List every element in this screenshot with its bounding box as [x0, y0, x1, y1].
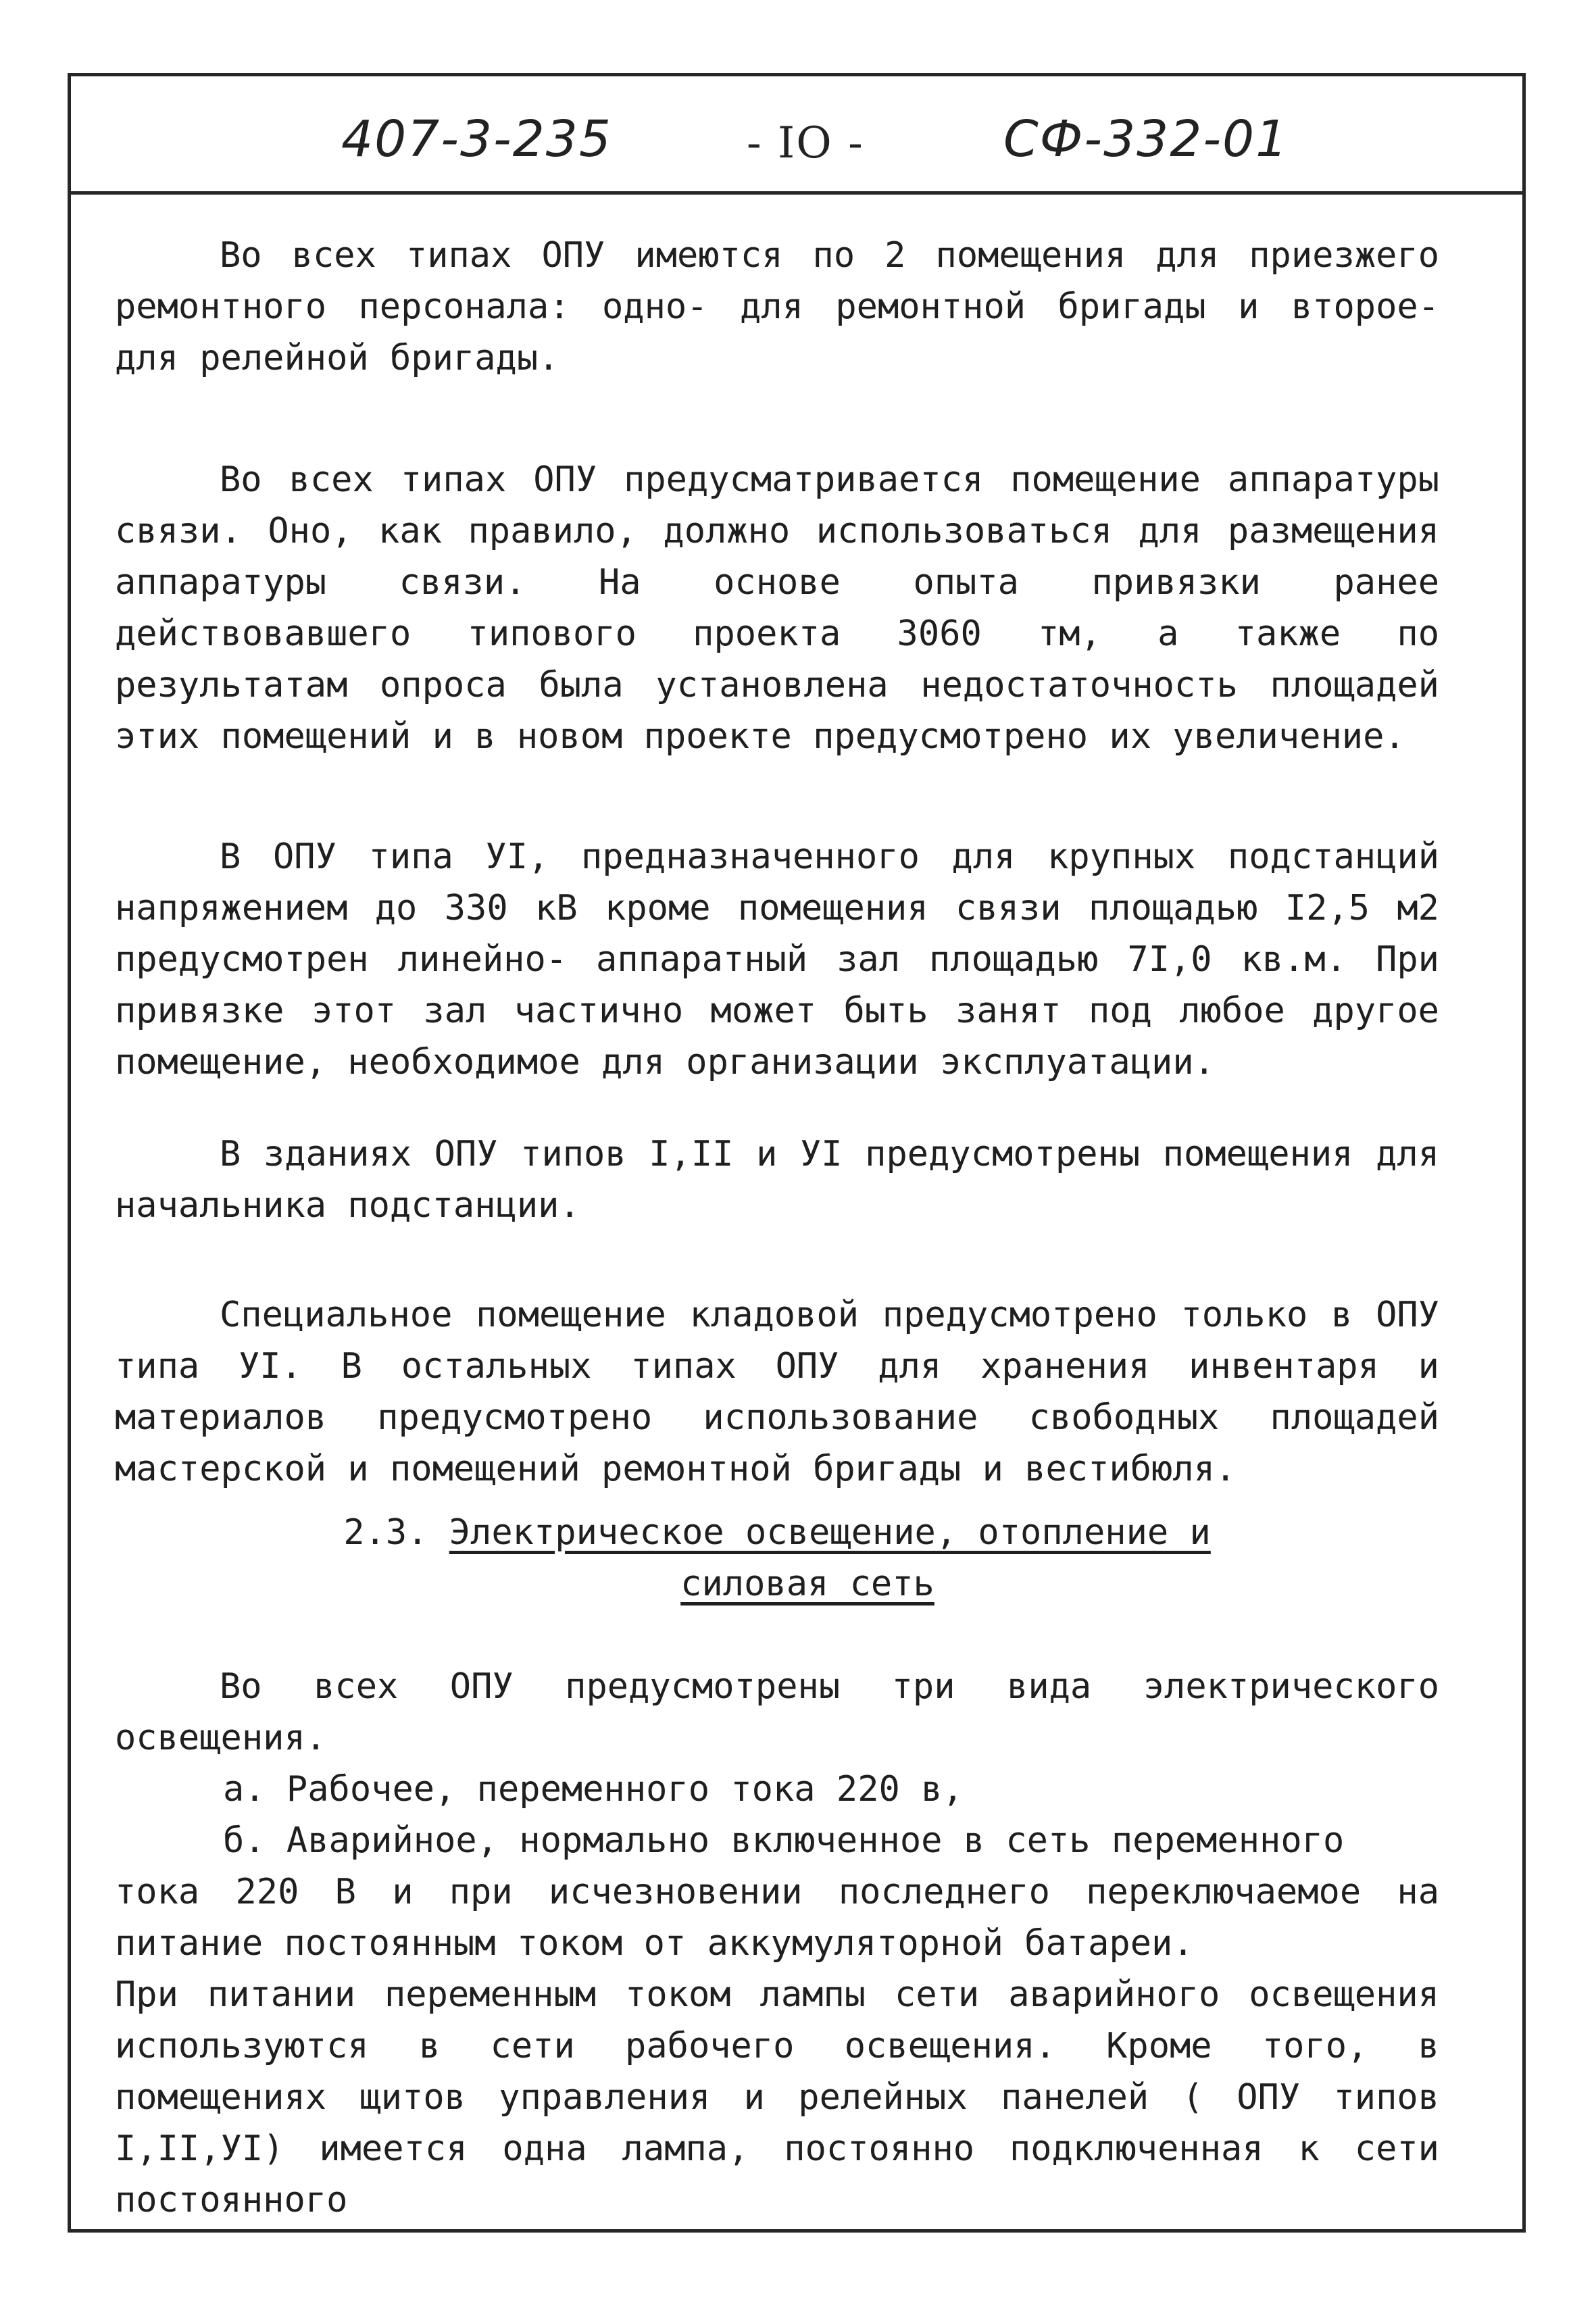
list-item-b-continuation: тока 220 В и при исчезновении последнего переключаемое на питание постоянным током от аккумуляторной батареи. — [115, 1872, 1439, 1964]
paragraph-type-vi: В ОПУ типа УI, предназначенного для крупных подстанций напряжением до 330 кВ кроме помещения связи площадью I2,5 м2 предусмотрен линейно- аппаратный зал площадью 7I,0 кв.м. При привязке этот зал частично может быть занят под любое другое помещение, необходимое для организации эксплуатации. — [115, 837, 1439, 1082]
section-heading-line2 — [115, 1558, 1439, 1610]
paragraph-emergency-lighting: При питании переменным током лампы сети аварийного освещения используются в сети рабочего освещения. Кроме того, в помещениях щитов управления и релейных панелей ( ОПУ типов I,II,УI) имеется одна лампа, постоянно подключенная к сети постоянного — [115, 1974, 1439, 2220]
title-block — [71, 76, 1522, 195]
section-title-line2: силовая сеть — [680, 1564, 934, 1604]
list-item-b: б. Аварийное, нормально включенное в сеть переменного — [223, 1820, 1345, 1861]
list-item-a: а. Рабочее, переменного тока 220 в, — [223, 1769, 964, 1810]
section-number: 2.3. — [343, 1512, 428, 1553]
page-number: - IO - — [747, 118, 864, 168]
sheet-code: СФ-332-01 — [1003, 110, 1289, 168]
document-code: 407-3-235 — [341, 110, 612, 168]
section-heading — [115, 1507, 1439, 1558]
paragraph-lighting-intro: Во всех ОПУ предусмотрены три вида электрического освещения. — [115, 1666, 1439, 1758]
paragraph-rooms-personnel: Во всех типах ОПУ имеются по 2 помещения для приезжего ремонтного персонала: одно- для ремонтной бригады и второе- для релейной бригады. — [115, 235, 1439, 378]
paragraph-chief-room: В зданиях ОПУ типов I,II и УI предусмотрены помещения для начальника подстанции. — [115, 1134, 1439, 1226]
section-title-line1: Электрическое освещение, отопление и — [449, 1512, 1211, 1553]
paragraph-storage: Специальное помещение кладовой предусмотрено только в ОПУ типа УI. В остальных типах ОПУ для хранения инвентаря и материалов предусмотрено использование свободных площадей мастерской и помещений ремонтной бригады и вестибюля. — [115, 1295, 1439, 1489]
paragraph-communication-room: Во всех типах ОПУ предусматривается помещение аппаратуры связи. Оно, как правило, должно использоваться для размещения аппаратуры связи. На основе опыта привязки ранее действовавшего типового проекта 3060 тм, а также по результатам опроса была установлена недостаточность площадей этих помещений и в новом проекте предусмотрено их увеличение. — [115, 459, 1439, 757]
